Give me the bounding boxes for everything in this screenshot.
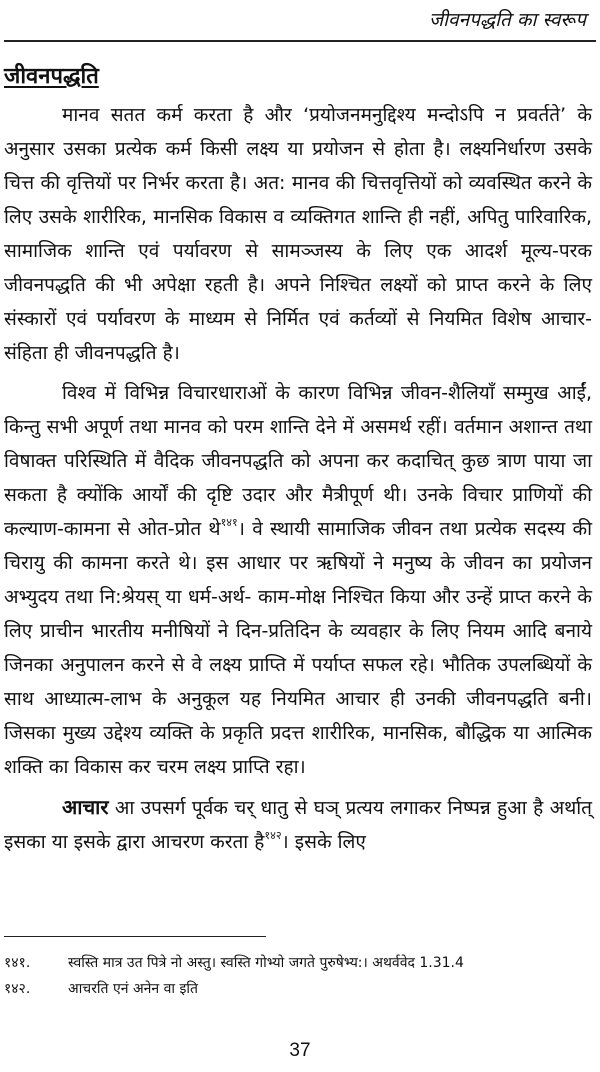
paragraph-1 [4,98,592,370]
paragraph-2 [4,376,592,784]
page-number: 37 [289,1040,311,1061]
footnote-text: आचरति एनं अनेन वा इति [68,981,198,997]
running-header: जीवनपद्धति का स्वरूप [429,9,586,31]
footnotes [4,950,596,1002]
header-rule [4,40,596,42]
paragraph-3 [4,790,592,859]
footnote-text: स्वस्ति मात्र उत पित्रे नो अस्तु। स्वस्ति गोभ्यो जगते पुरुषेभ्य:। अथर्ववेद 1.31.4 [68,955,464,971]
paragraph-3-text-b: । इसके लिए [281,831,366,853]
paragraph-1-text: मानव सतत कर्म करता है और ‘प्रयोजनमनुद्दिश्य मन्दोऽपि न प्रवर्तते’ के अनुसार उसका प्रत्येक कर्म किसी लक्ष्य या प्रयोजन से होता है। लक्ष्यनिर्धारण उसके चित्त की वृत्तियों पर निर्भर करता है। अत: मानव की चित्तवृत्तियों को व्यवस्थित करने के लिए उसके शारीरिक, मानसिक विकास व व्यक्तिगत शान्ति ही नहीं, अपितु पारिवारिक, सामाजिक शान्ति एवं पर्यावरण से सामञ्जस्य के लिए एक आदर्श मूल्य-परक जीवनपद्धति की भी अपेक्षा रहती है। अपने निश्चित लक्ष्यों को प्राप्त करने के लिए संस्कारों एवं पर्यावरण के माध्यम से निर्मित एवं कर्तव्यों से नियमित विशेष आचार-संहिता ही जीवनपद्धति है। [4,104,592,364]
footnote-rule [4,936,266,937]
footnote-ref-141: १४१ [220,516,238,529]
footnote-142 [4,976,596,1002]
paragraph-2-text-a: विश्व में विभिन्न विचारधाराओं के कारण विभिन्न जीवन-शैलियाँ सम्मुख आईं, किन्तु सभी अपूर्ण तथा मानव को परम शान्ति देने में असमर्थ रहीं। वर्तमान अशान्त तथा विषाक्त परिस्थिति में वैदिक जीवनपद्धति को अपना कर कदाचित् कुछ त्राण पाया जा सकता है क्योंकि आर्यों की दृष्टि उदार और मैत्रीपूर्ण थी। उनके विचार प्राणियों की कल्याण-कामना से ओत-प्रोत थे [4,382,592,540]
paragraph-2-text-b: । वे स्थायी सामाजिक जीवन तथा प्रत्येक सदस्य की चिरायु की कामना करते थे। इस आधार पर ऋषियों ने मनुष्य के जीवन का प्रयोजन अभ्युदय तथा नि:श्रेयस् या धर्म-अर्थ- काम-मोक्ष निश्चित किया और उन्हें प्राप्त करने के लिए प्राचीन भारतीय मनीषियों ने दिन-प्रतिदिन के व्यवहार के लिए नियम आदि बनाये जिनका अनुपालन करने से वे लक्ष्य प्राप्ति में पर्याप्त सफल रहे। भौतिक उपलब्धियों के साथ आध्यात्म-लाभ के अनुकूल यह नियमित आचार ही उनकी जीवनपद्धति बनी। जिसका मुख्य उद्देश्य व्यक्ति के प्रकृति प्रदत्त शारीरिक, मानसिक, बौद्धिक या आत्मिक शक्ति का विकास कर चरम लक्ष्य प्राप्ति रहा। [4,518,592,778]
paragraph-3-text-a: आ उपसर्ग पूर्वक चर् धातु से घञ् प्रत्यय लगाकर निष्पन्न हुआ है अर्थात् इसका या इसके द्वारा आचरण करता है [4,797,592,853]
footnote-number: १४२. [4,981,31,997]
paragraph-3-lead-term: आचार [62,795,109,819]
footnote-141 [4,950,596,976]
footnote-ref-142: १४२ [264,829,282,842]
section-heading: जीवनपद्धति [4,64,99,89]
footnote-number: १४१. [4,955,31,971]
body-text [4,98,592,859]
